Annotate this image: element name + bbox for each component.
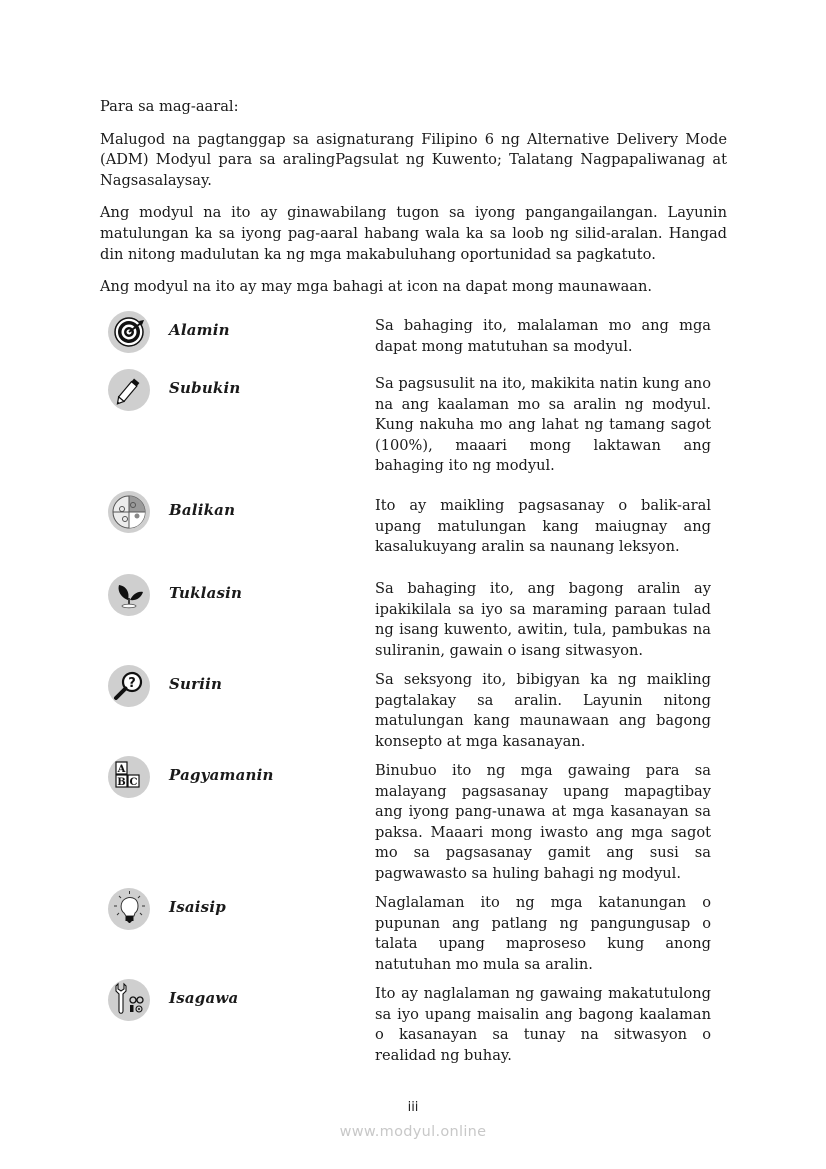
pencil-icon bbox=[108, 369, 150, 411]
target-icon bbox=[108, 311, 150, 353]
intro-section bbox=[100, 97, 727, 310]
section-title: Balikan bbox=[169, 501, 236, 519]
section-title: Isagawa bbox=[169, 989, 239, 1007]
section-title: Isaisip bbox=[169, 898, 226, 916]
section-description: Sa bahaging ito, malalaman mo ang mga dapat mong matutuhan sa modyul. bbox=[375, 317, 711, 355]
svg-text:?: ? bbox=[128, 676, 136, 691]
section-title: Tuklasin bbox=[169, 584, 243, 602]
greeting: Para sa mag-aaral: bbox=[100, 98, 239, 115]
svg-text:B: B bbox=[117, 777, 126, 788]
page-number: iii bbox=[407, 1100, 419, 1115]
section-title: Alamin bbox=[169, 321, 230, 339]
watermark: www.modyul.online bbox=[339, 1124, 487, 1140]
sprout-icon bbox=[108, 574, 150, 616]
intro-paragraph-1: Malugod na pagtanggap sa asignaturang Filipino 6 ng Alternative Delivery Mode (ADM) Modyul para sa aralingPagsulat ng Kuwento; Talatang Nagpapaliwanag at Nagsasalaysay. bbox=[100, 130, 727, 189]
section-description: Binubuo ito ng mga gawaing para sa malayang pagsasanay upang mapagtibay ang iyong pang-unawa at mga kasanayan sa paksa. Maaari mong iwasto ang mga sagot mo sa pagsasanay gamit ang susi sa pagwawasto sa huling bahagi ng modyul. bbox=[375, 762, 711, 882]
section-description: Sa bahaging ito, ang bagong aralin ay ipakikilala sa iyo sa maraming paraan tulad ng isang kuwento, awitin, tula, pambukas na suliranin, gawain o isang sitwasyon. bbox=[375, 580, 711, 659]
section-title: Subukin bbox=[169, 379, 241, 397]
svg-text:C: C bbox=[129, 777, 138, 788]
intro-paragraph-2: Ang modyul na ito ay ginawabilang tugon sa iyong pangangailangan. Layunin matulungan ka sa iyong pag-aaral habang wala ka sa loob ng silid-aralan. Hangad din nitong madulutan ka ng mga makabuluhang oportunidad sa pagkatuto. bbox=[100, 204, 727, 263]
magnifier-question-icon bbox=[108, 665, 150, 707]
section-description: Ito ay naglalaman ng gawaing makatutulong sa iyo upang maisalin ang bagong kaalaman o kasanayan sa tunay na sitwasyon o realidad ng buhay. bbox=[375, 985, 711, 1064]
section-title: Pagyamanin bbox=[169, 766, 274, 784]
puzzle-icon bbox=[108, 491, 150, 533]
section-description: Naglalaman ito ng mga katanungan o pupunan ang patlang ng pangungusap o talata upang maproseso kung anong natutuhan mo mula sa aralin. bbox=[375, 894, 711, 973]
section-title: Suriin bbox=[169, 675, 223, 693]
section-description: Ito ay maikling pagsasanay o balik-aral upang matulungan kang maiugnay ang kasalukuyang aralin sa naunang leksyon. bbox=[375, 497, 711, 556]
tools-icon bbox=[108, 979, 150, 1021]
abc-blocks-icon bbox=[108, 756, 150, 798]
section-description: Sa seksyong ito, bibigyan ka ng maikling pagtalakay sa aralin. Layunin nitong matulungan kang maunawaan ang bagong konsepto at mga kasanayan. bbox=[375, 671, 711, 750]
section-description: Sa pagsusulit na ito, makikita natin kung ano na ang kaalaman mo sa aralin ng modyul. Kung nakuha mo ang lahat ng tamang sagot (100%), maaari mong laktawan ang bahaging ito ng modyul. bbox=[375, 375, 711, 475]
svg-text:A: A bbox=[117, 764, 126, 775]
lightbulb-icon bbox=[108, 888, 150, 930]
intro-paragraph-3: Ang modyul na ito ay may mga bahagi at icon na dapat mong maunawaan. bbox=[100, 278, 653, 296]
